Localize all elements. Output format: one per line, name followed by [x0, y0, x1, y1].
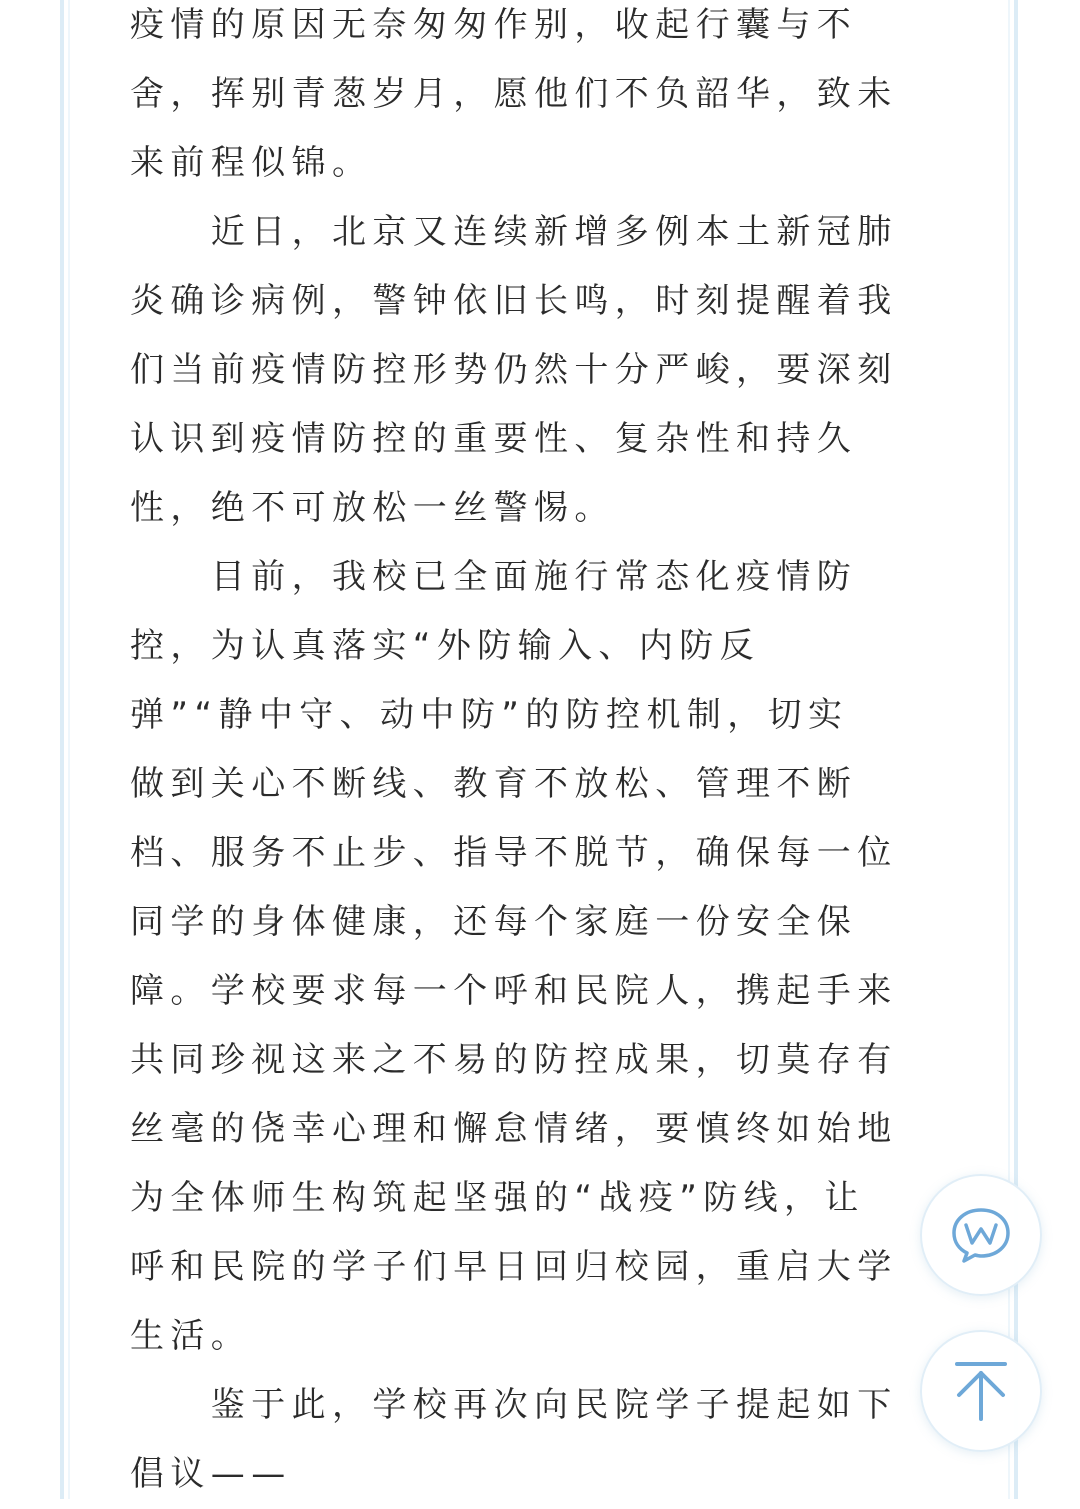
paragraph-beijing-cases: 近日，北京又连续新增多例本土新冠肺 炎确诊病例，警钟依旧长鸣，时刻提醒着我 们当前疫情防控形势仍然十分严峻，要深刻 认识到疫情防控的重要性、复杂性和持久 性，绝不可放松一丝警惕。 [130, 212, 898, 528]
article-body [130, 0, 950, 1509]
wechat-w-icon [949, 1205, 1013, 1265]
arrow-up-icon [951, 1359, 1011, 1423]
paragraph-initiative: 鉴于此，学校再次向民院学子提起如下 倡议—— [130, 1385, 898, 1494]
paragraph-farewell: 疫情的原因无奈匆匆作别，收起行囊与不 舍，挥别青葱岁月，愿他们不负韶华，致未 来前程似锦。 [130, 5, 898, 183]
paragraph-school-measures: 目前，我校已全面施行常态化疫情防 控，为认真落实“外防输入、内防反 弹”“静中守、动中防”的防控机制，切实 做到关心不断线、教育不放松、管理不断 档、服务不止步、指导不脱节，确保每一位 同学的身体健康，还每个家庭一份安全保 障。学校要求每一个呼和民院人，携起手来 共同珍视这来之不易的防控成果，切莫存有 丝毫的侥幸心理和懈怠情绪，要慎终如始地 为全体师生构筑起坚强的“战疫”防线，让 呼和民院的学子们早日回归校园，重启大学 生活。 [130, 557, 898, 1356]
back-to-top-button[interactable] [920, 1330, 1042, 1452]
wechat-share-button[interactable] [920, 1174, 1042, 1296]
